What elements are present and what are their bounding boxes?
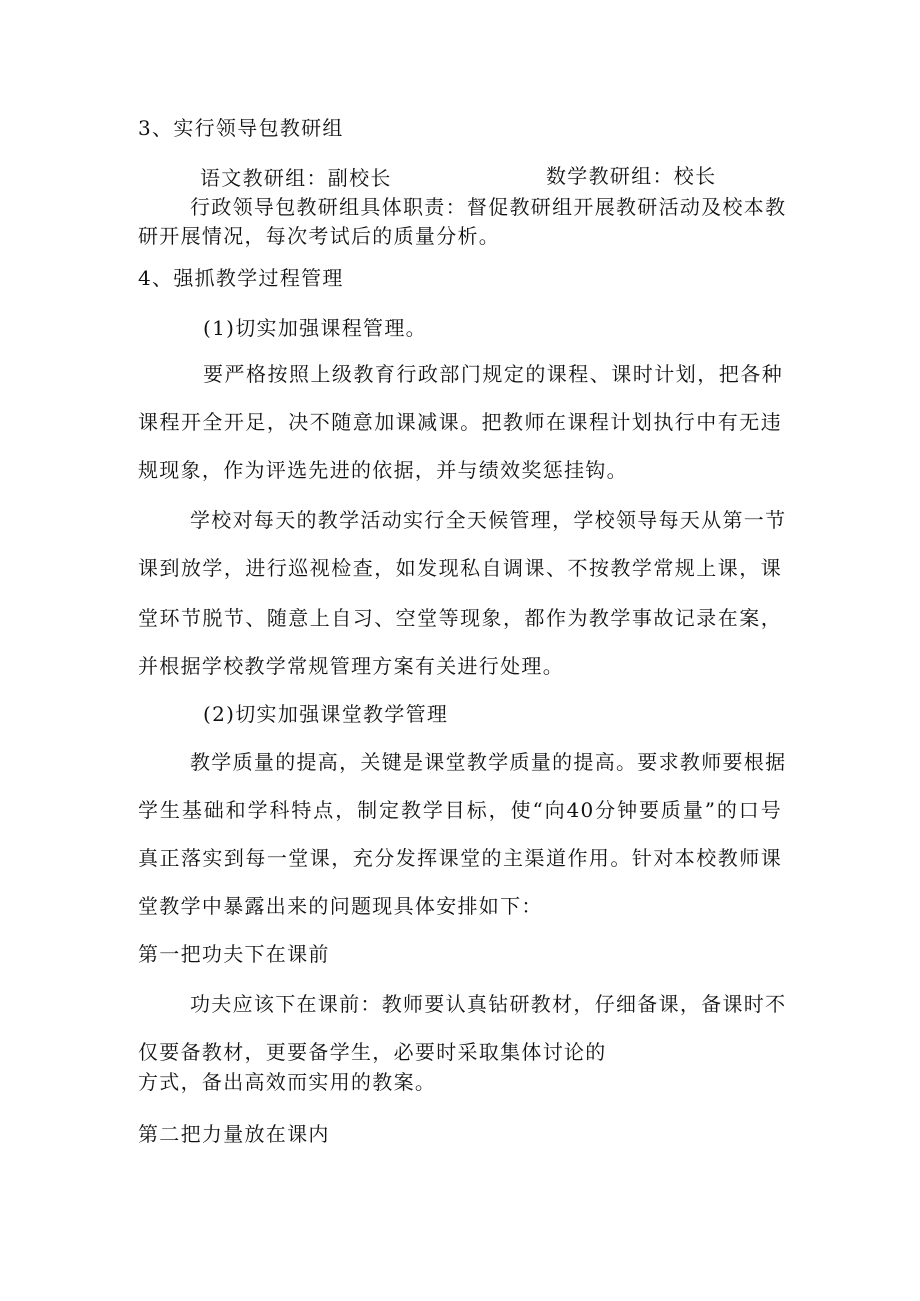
leader-duties-line-1: 行政领导包教研组具体职责：督促教研组开展教研活动及校本教	[190, 195, 787, 219]
first-key-heading: 第一把功夫下在课前	[138, 942, 330, 966]
section-4-heading: 4、强抓教学过程管理	[138, 266, 344, 290]
course-mgmt-p2-line-1: 学校对每天的教学活动实行全天候管理，学校领导每天从第一节	[190, 508, 787, 532]
course-mgmt-p1-line-1: 要严格按照上级教育行政部门规定的课程、课时计划，把各种	[203, 362, 783, 386]
course-mgmt-p1-line-2: 课程开全开足，决不随意加课减课。把教师在课程计划执行中有无违	[138, 410, 782, 434]
classroom-mgmt-line-2: 学生基础和学科特点，制定教学目标，使“向40分钟要质量”的口号	[138, 798, 782, 822]
course-mgmt-p2-line-3: 堂环节脱节、随意上自习、空堂等现象，都作为教学事故记录在案，	[138, 606, 782, 630]
classroom-mgmt-line-3: 真正落实到每一堂课，充分发挥课堂的主渠道作用。针对本校教师课	[138, 846, 782, 870]
course-mgmt-p2-line-2: 课到放学，进行巡视检查，如发现私自调课、不按教学常规上课，课	[138, 556, 782, 580]
subsection-2-heading: (2)切实加强课堂教学管理	[203, 702, 449, 726]
classroom-mgmt-line-4: 堂教学中暴露出来的问题现具体安排如下：	[138, 894, 543, 918]
classroom-mgmt-line-1: 教学质量的提高，关键是课堂教学质量的提高。要求教师要根据	[190, 750, 787, 774]
subsection-1-heading: (1)切实加强课程管理。	[203, 316, 427, 340]
section-3-heading: 3、实行领导包教研组	[138, 116, 344, 140]
course-mgmt-p1-line-3: 规现象，作为评选先进的依据，并与绩效奖惩挂钩。	[138, 458, 628, 482]
chinese-group-leader: 语文教研组：副校长	[200, 166, 392, 190]
second-key-heading: 第二把力量放在课内	[138, 1122, 330, 1146]
leader-duties-line-2: 研开展情况，每次考试后的质量分析。	[138, 224, 501, 248]
math-group-leader: 数学教研组：校长	[546, 164, 717, 188]
course-mgmt-p2-line-4: 并根据学校教学常规管理方案有关进行处理。	[138, 654, 564, 678]
first-key-line-3: 方式，备出高效而实用的教案。	[138, 1070, 437, 1094]
first-key-line-2: 仅要备教材，更要备学生，必要时采取集体讨论的	[138, 1040, 607, 1064]
first-key-line-1: 功夫应该下在课前：教师要认真钻研教材，仔细备课，备课时不	[190, 992, 787, 1016]
